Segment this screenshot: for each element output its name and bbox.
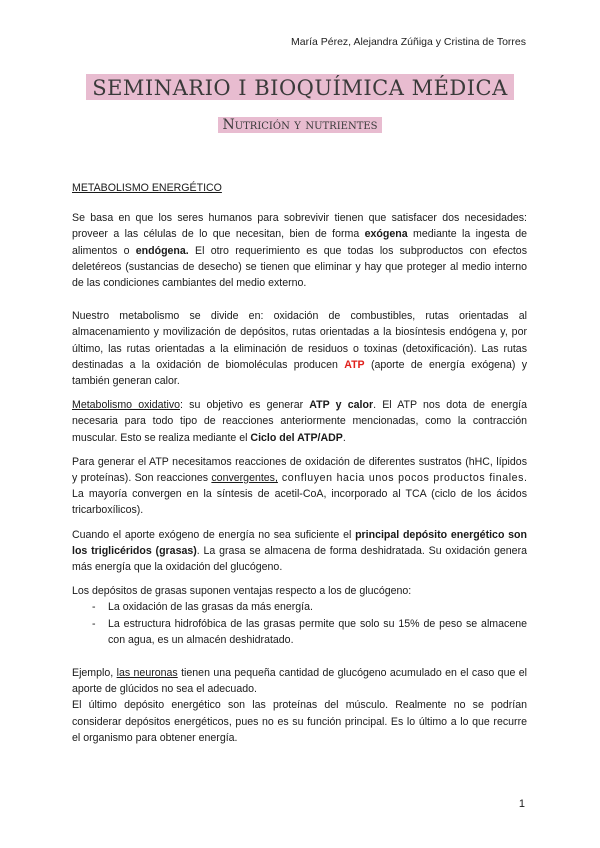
text: Cuando el aporte exógeno de energía no sea suficiente el (72, 528, 356, 541)
paragraph-fat-deposits (72, 583, 527, 599)
paragraph-neurons (72, 665, 527, 697)
list-item: - La oxidación de las grasas da más energía. (92, 599, 527, 615)
text: : su objetivo es generar (180, 399, 310, 412)
document-title: SEMINARIO I BIOQUÍMICA MÉDICA (86, 74, 514, 100)
paragraph-proteins: El último depósito energético son las proteínas del músculo. Realmente no se podrían considerar depósitos energéticos, pues no es su función principal. Es lo último a lo que recurre el organismo para obtener energía. (72, 699, 527, 744)
text: confluyen hacia unos pocos productos finales (277, 472, 525, 485)
text: Ejemplo, (72, 667, 117, 680)
title-block (0, 74, 600, 100)
paragraph-triglycerides (72, 527, 527, 576)
text: El otro requerimiento es que todas los subproductos con efectos deletéreos (sustancias de desecho) se tienen que eliminar y hay que proteger al medio interno de las condiciones cambiantes del medio externo. (72, 244, 527, 290)
text: tienen una pequeña cantidad de glucógeno acumulado en el caso que el aporte de glúcidos no sea el adecuado. (72, 667, 527, 696)
underlined-term: las neuronas (116, 667, 178, 680)
bold-term: Ciclo del ATP/ADP (250, 431, 343, 444)
underlined-term: Metabolismo oxidativo (72, 399, 181, 412)
text: Nuestro metabolismo se divide en: oxidación de combustibles, rutas orientadas al almacenamiento y movilización de depósitos, rutas orientadas a la biosíntesis endógena y, por último, las rutas orientadas a la eliminación de residuos o toxinas (detoxificación). Las rutas destinadas a la oxidación de biomoléculas producen (72, 310, 527, 371)
bold-term: endógena. (135, 244, 189, 257)
text: . La mayoría convergen en la síntesis de acetil-CoA, incorporado al TCA (ciclo de los ácidos tricarboxílicos). (72, 472, 527, 517)
body-content (72, 180, 527, 746)
text: Para generar el ATP necesitamos reacciones de oxidación de diferentes sustratos (hHC, lípidos y proteínas). Son reacciones (72, 455, 527, 485)
authors-header: María Pérez, Alejandra Zúñiga y Cristina de Torres (291, 36, 526, 48)
paragraph-oxidative (72, 397, 527, 446)
document-subtitle: Nutrición y nutrientes (218, 117, 381, 133)
text: . (342, 431, 346, 444)
subtitle-block (0, 117, 600, 133)
text: (aporte de energía exógena) y también generan calor. (72, 358, 528, 388)
text: . El ATP nos dota de energía necesaria para todo tipo de reacciones anteriormente mencionadas, como la contracción muscular. Esto se realiza mediante el (72, 399, 527, 444)
bold-term: ATP y calor (309, 399, 374, 412)
paragraph-metabolism (72, 308, 527, 389)
paragraph-atp-generation (72, 454, 527, 519)
advantages-list (72, 599, 527, 648)
page-number: 1 (518, 798, 525, 810)
text: mediante la ingesta de alimentos o (72, 228, 527, 257)
list-item: - La estructura hidrofóbica de las grasas permite que solo su 15% de peso se almacene con agua, es un almacén deshidratado. (92, 616, 527, 648)
bold-term: exógena (364, 228, 408, 241)
text: Se basa en que los seres humanos para sobrevivir tienen que satisfacer dos necesidades: proveer a las células de lo que necesitan, bien de forma (72, 212, 527, 241)
text: Los depósitos de grasas suponen ventajas respecto a los de glucógeno: (72, 585, 412, 598)
underlined-term: convergentes, (211, 472, 278, 485)
atp-highlight: ATP (344, 358, 365, 371)
section-heading: METABOLISMO ENERGÉTICO (72, 182, 222, 194)
paragraph-needs (72, 210, 527, 291)
text: . La grasa se almacena de forma deshidratada. Su oxidación genera más energía que la oxidación del glucógeno. (72, 544, 527, 574)
bold-term: principal depósito energético son los triglicéridos (grasas) (72, 528, 527, 557)
